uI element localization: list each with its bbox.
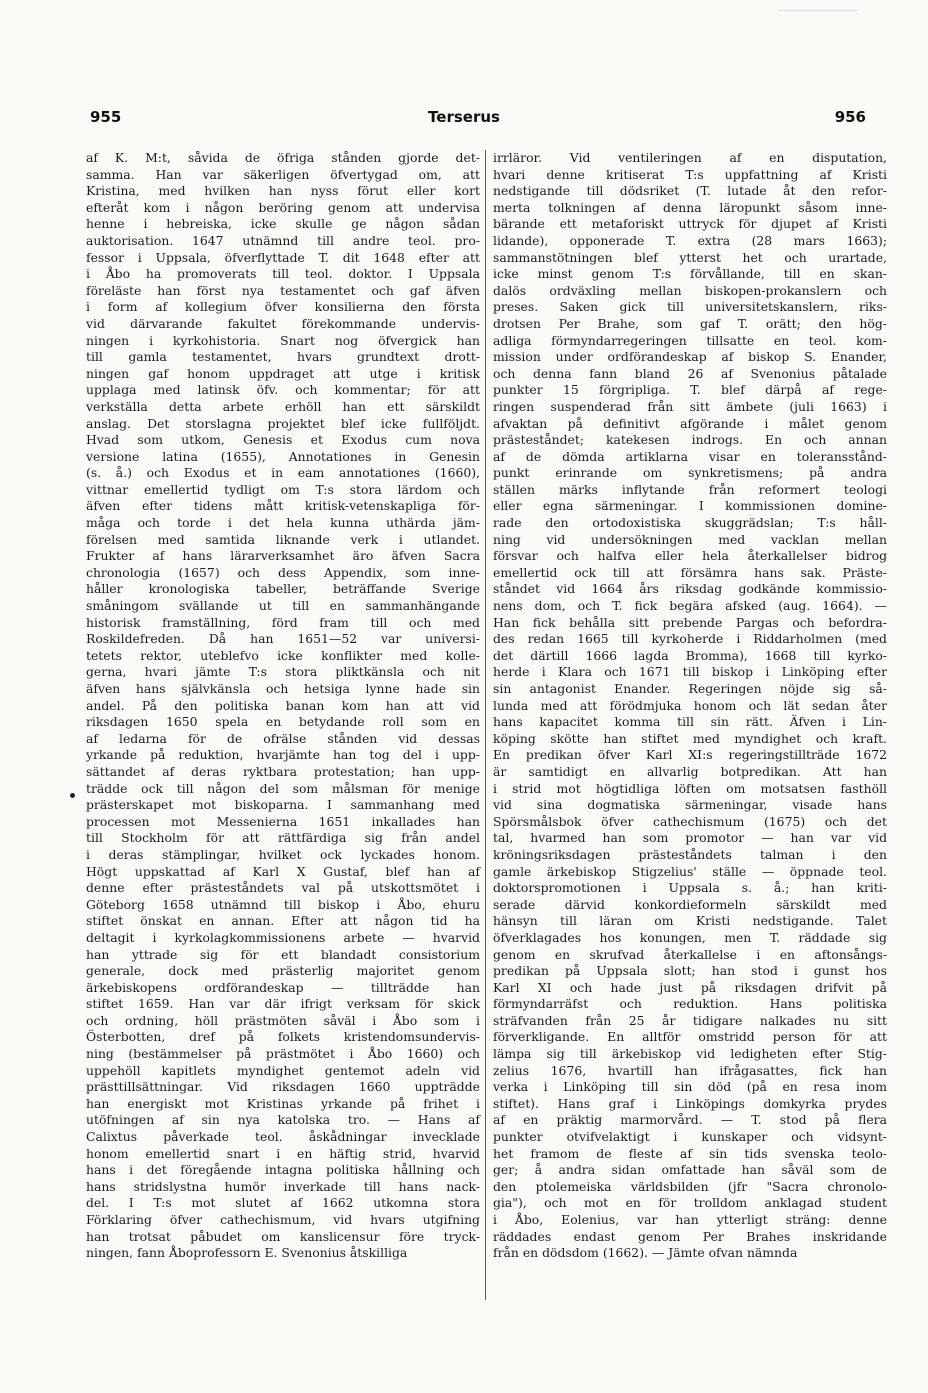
text-line: Kristina, med hvilken han nyss förut eller kort [86, 183, 480, 199]
text-line: i deras stämplingar, hvilket ock lyckades honom. [86, 846, 480, 862]
text-line: äfven efter tidens mått kritisk-vetenskapliga för- [86, 498, 480, 514]
text-line: till Stockholm för att rättfärdiga sig från andel [86, 830, 480, 846]
text-line: historisk framställning, förd fram till och med [86, 614, 480, 630]
text-line: förmyndarräfst och reduktion. Hans politiska [493, 996, 887, 1012]
text-line: vid sina dogmatiska särmeningar, visade hans [493, 797, 887, 813]
text-line: till gamla testamentet, hvars grundtext drott- [86, 349, 480, 365]
text-line: afvaktan på definitivt afgörande i målet genom [493, 415, 887, 431]
page-number-left: 955 [90, 108, 122, 126]
margin-dot [70, 793, 75, 798]
text-line: tetets rektor, uteblefvo icke konflikter med kolle- [86, 647, 480, 663]
text-line: han yttrade sig för ett blandadt consistorium [86, 946, 480, 962]
text-line: Frukter af hans lärarverksamhet äro äfven Sacra [86, 548, 480, 564]
text-line: ningen, fann Åboprofessorn E. Svenonius åtskilliga [86, 1245, 408, 1261]
text-line: icke minst genom T:s förvållande, till en skan- [493, 266, 887, 282]
text-line: upplaga med latinsk öfv. och kommentar; för att [86, 382, 480, 398]
text-line: del. I T:s mot slutet af 1662 utkomna stora [86, 1195, 480, 1211]
text-line: doktorspromotionen i Uppsala s. å.; han kriti- [493, 880, 887, 896]
text-line: preses. Saken gick till universitetskanslern, riks- [493, 299, 887, 315]
text-line: chronologia (1657) och dess Appendix, som inne- [86, 564, 480, 580]
text-line: i strid mot högtidliga löften om motsatsen fasthöll [493, 780, 887, 796]
text-line: Roskildefreden. Då han 1651—52 var universi- [86, 631, 480, 647]
text-line: serade därvid konkordieformeln särskildt med [493, 896, 887, 912]
text-line: nens dom, och T. fick begära afsked (aug. 1664). — [493, 598, 887, 614]
text-line: zelius 1676, hvartill han ifrågasattes, fick han [493, 1062, 887, 1078]
text-line: är samtidigt en allvarlig botpredikan. Att han [493, 763, 887, 779]
text-line: ståndet vid 1664 års riksdag godkände kommissio- [493, 581, 887, 597]
text-line: Högt uppskattad af Karl X Gustaf, blef han af [86, 863, 480, 879]
text-line: och denna fann bland 26 af Svenonius påtalade [493, 365, 887, 381]
text-line: dalös ordväxling mellan biskopen-prokanslern och [493, 282, 887, 298]
text-line: vittnar emellertid tydligt om T:s stora lärdom och [86, 481, 480, 497]
text-line: gerna, hvari jämte T:s stora pliktkänsla och nit [86, 664, 480, 680]
text-line: hvari denne kritiserat T:s uppfattning af Kristi [493, 166, 887, 182]
text-line: Karl XI och hade just på riksdagen drifvit på [493, 979, 887, 995]
text-line: i form af kollegium öfver konsilierna den första [86, 299, 480, 315]
text-line: prästerskapet mot biskoparna. I sammanhang med [86, 797, 480, 813]
text-line: äfven hans självkänsla och hetsiga lynne hade sin [86, 681, 480, 696]
text-line: ningen gaf honom uppdraget att utge i kritisk [86, 365, 480, 381]
text-line: han trotsat påbudet om kanslicensur före tryck- [86, 1228, 480, 1244]
text-line: denne efter prästeståndets val på utskottsmötet i [86, 880, 480, 896]
text-line: hänsyn till läran om Kristi nedstigande. Talet [493, 913, 887, 929]
text-line: Hvad som utkom, Genesis et Exodus cum nova [86, 432, 480, 448]
text-line: processen mot Messenierna 1651 inkallades han [86, 813, 480, 829]
text-line: Calixtus påverkade teol. åskådningar invecklade [86, 1129, 480, 1145]
text-line: af ledarna för de ofrälse stånden vid dessas [86, 730, 480, 746]
text-line: bärande ett metaforiskt uttryck för djupet af Kristi [493, 216, 887, 232]
text-line: nedstigande till dödsriket (T. lutade åt den refor- [493, 183, 887, 199]
text-line: i Åbo ha promoverats till teol. doktor. I Uppsala [86, 266, 480, 282]
text-line: af K. M:t, såvida de öfriga stånden gjorde det- [86, 150, 480, 165]
text-line: generale, dock med prästerlig majoritet genom [86, 963, 480, 979]
text-line: ning (bestämmelser på prästmötet i Åbo 1660) och [86, 1046, 480, 1062]
text-line: ställen märks inflytande från reformert teologi [493, 481, 887, 497]
text-line: merta tolkningen af denna läropunkt såsom inne- [493, 199, 887, 215]
text-line: och ordning, höll prästmöten såväl i Åbo som i [86, 1012, 480, 1028]
text-line: predikan på Uppsala slott; han stod i gunst hos [493, 963, 887, 979]
text-line: försvar och halfva eller hela återkallelser bidrog [493, 548, 887, 564]
text-line: lämpa sig till ärkebiskop vid ledigheten efter Stig- [493, 1046, 887, 1062]
text-line: andel. På den politiska banan kom han att vid [86, 697, 480, 713]
text-line: verka i Linköping till sin död (på en resa inom [493, 1079, 887, 1095]
text-line: håller kronologiska tabeller, beträffande Sverige [86, 581, 480, 597]
text-line: punkter otvifvelaktigt i kunskaper och vidsynt- [493, 1129, 887, 1145]
text-line: vid därvarande fakultet förekommande undervis- [86, 315, 480, 331]
text-line: tal, hvarmed han som promotor — han var vid [493, 830, 887, 846]
text-line: öfverklagades hos konungen, men T. räddade sig [493, 929, 887, 945]
text-line: Förklaring öfver cathechismum, vid hvars utgifning [86, 1212, 480, 1227]
text-line: efteråt kom i någon beröring genom att undervisa [86, 199, 480, 215]
text-line: den ptolemeiska världsbilden (jfr "Sacra chronolo- [493, 1178, 887, 1194]
text-line: sammanstötningen blef ytterst het och urartade, [493, 249, 887, 265]
text-line: riksdagen 1650 spela en betydande roll som en [86, 714, 480, 730]
right-column [493, 150, 887, 1262]
text-line: ringen suspenderad från sitt ämbete (juli 1663) i [493, 398, 887, 414]
text-line: ningen i kyrkohistoria. Snart nog öfvergick han [86, 332, 480, 348]
text-line: prästeståndet; katekesen indrogs. En och annan [493, 432, 887, 448]
text-line: af en präktig marmorvård. — T. stod på flera [493, 1112, 887, 1128]
text-line: auktorisation. 1647 utnämnd till andre teol. pro- [86, 232, 480, 248]
text-line: förelsen med samtida liknande verk i utlandet. [86, 531, 480, 547]
text-line: i Åbo, Eolenius, var han ytterligt sträng: denne [493, 1212, 887, 1227]
text-line: samma. Han var säkerligen öfvertygad om, att [86, 166, 480, 182]
text-line: rade den ortodoxistiska skuggrädslan; T:s håll- [493, 515, 887, 531]
text-line: punkt erinrande om synkretismens; på andra [493, 465, 887, 481]
text-line: deltagit i kyrkolagkommissionens arbete — hvarvid [86, 929, 480, 945]
text-line: sin antagonist Enander. Regeringen nöjde sig så- [493, 681, 887, 696]
text-line: föreläste han först nya testamentet och gaf äfven [86, 282, 480, 298]
text-line: han energiskt mot Kristinas yrkande på frihet i [86, 1095, 480, 1111]
text-line: ärkebiskopens ordförandeskap — tillträdde han [86, 979, 480, 995]
text-line: punkter 15 förgripliga. T. blef därpå af rege- [493, 382, 887, 398]
text-line: sättandet af deras ryktbara protestation; han upp- [86, 763, 480, 779]
text-line: Göteborg 1658 utnämnd till biskop i Åbo, ehuru [86, 896, 480, 912]
text-line: des redan 1665 till kyrkoherde i Riddarholmen (med [493, 631, 887, 647]
text-line: ning vid undersökningen med vacklan mellan [493, 531, 887, 547]
text-line: fessor i Uppsala, öfverflyttade T. dit 1648 efter att [86, 249, 480, 265]
text-line: En predikan öfver Karl XI:s regeringstillträde 1672 [493, 747, 887, 763]
text-line: hans kapacitet komma till sin rätt. Äfven i Lin- [493, 714, 887, 730]
text-line: drotsen Per Brahe, som gaf T. orätt; den hög- [493, 315, 887, 331]
text-line: henne i hebreiska, icke skulle ge någon sådan [86, 216, 480, 232]
text-line: trädde ock till någon del som målsman för menige [86, 780, 480, 796]
text-line: måga och torde i det hela kunna uthärda jäm- [86, 515, 480, 531]
text-line: förverkligande. En alltför omstridd person för att [493, 1029, 887, 1045]
scan-mark [778, 10, 858, 11]
text-line: herde i Klara och 1671 till biskop i Linköping efter [493, 664, 887, 680]
text-line: Han fick behålla sitt prebende Pargas och befordra- [493, 614, 887, 630]
text-line: gamle ärkebiskop Stigzelius' ställe — öppnade teol. [493, 863, 887, 879]
page-number-right: 956 [834, 108, 866, 126]
text-line: utöfningen af sin nya katolska tro. — Hans af [86, 1112, 480, 1128]
text-line: Österbotten, dref på folkets kristendomsundervis- [86, 1029, 480, 1045]
text-line: köping skötte han stiftet med myndighet och kraft. [493, 730, 887, 746]
text-line: af de dömda artiklarna visar en toleransstånd- [493, 448, 887, 464]
text-line: genom en skrufvad återkallelse i en aftonsångs- [493, 946, 887, 962]
text-line: uppehöll kapitlets myndighet gentemot adeln vid [86, 1062, 480, 1078]
text-line: prästtillsättningar. Vid riksdagen 1660 uppträdde [86, 1079, 480, 1095]
text-line: anslag. Det storslagna projektet blef icke fullföljdt. [86, 415, 480, 431]
text-line: hans i det föregående intagna politiska hållning och [86, 1162, 480, 1178]
text-line: stiftet 1659. Han var där ifrigt verksam för skick [86, 996, 480, 1012]
text-line: het framom de fleste af sin tids svenska teolo- [493, 1145, 887, 1161]
text-line: irrläror. Vid ventileringen af en disputation, [493, 150, 887, 165]
text-line: det därtill 1666 lagda Bromma), 1668 till kyrko- [493, 647, 887, 663]
text-line: eller egna särmeningar. I kommissionen domine- [493, 498, 887, 514]
text-line: räddades endast genom Per Brahes inskridande [493, 1228, 887, 1244]
text-line: gia"), och mot en för trolldom anklagad student [493, 1195, 887, 1211]
page-title: Terserus [428, 108, 500, 126]
text-line: hans stridslystna humör inverkade till hans nack- [86, 1178, 480, 1194]
text-line: lidande), opponerade T. extra (28 mars 1663); [493, 232, 887, 248]
text-line: lunda med att förödmjuka honom och lät sedan åter [493, 697, 887, 713]
text-line: adliga förmyndarregeringen tillsatte en teol. kom- [493, 332, 887, 348]
left-column [86, 150, 480, 1262]
text-line: (s. å.) och Exodus et in eam annotationes (1660), [86, 465, 480, 481]
text-line: honom emellertid snart i en häftig strid, hvarvid [86, 1145, 480, 1161]
text-line: yrkande på reduktion, hvarjämte han tog del i upp- [86, 747, 480, 763]
text-line: sträfvanden från 25 år tidigare nalkades nu sitt [493, 1012, 887, 1028]
text-line: kröningsriksdagen prästeståndets talman i den [493, 846, 887, 862]
text-line: emellertid ock till att försämra hans sak. Präste- [493, 564, 887, 580]
text-line: versione latina (1655), Annotationes in Genesin [86, 448, 480, 464]
text-line: ger; å andra sidan omfattade han såväl som de [493, 1162, 887, 1178]
text-line: stiftet önskat en annan. Efter att någon tid ha [86, 913, 480, 929]
page-header [0, 108, 928, 132]
text-line: mission under ordförandeskap af biskop S. Enander, [493, 349, 887, 365]
text-line: verkställa detta arbete erhöll han ett särskildt [86, 398, 480, 414]
column-divider [485, 150, 486, 1300]
text-line: från en dödsdom (1662). — Jämte ofvan nämnda [493, 1245, 798, 1261]
text-line: Spörsmålsbok öfver cathechismum (1675) och det [493, 813, 887, 829]
text-line: stiftet). Hans graf i Linköpings domkyrka prydes [493, 1095, 887, 1111]
text-line: småningom svällande ut till en sammanhängande [86, 598, 480, 614]
